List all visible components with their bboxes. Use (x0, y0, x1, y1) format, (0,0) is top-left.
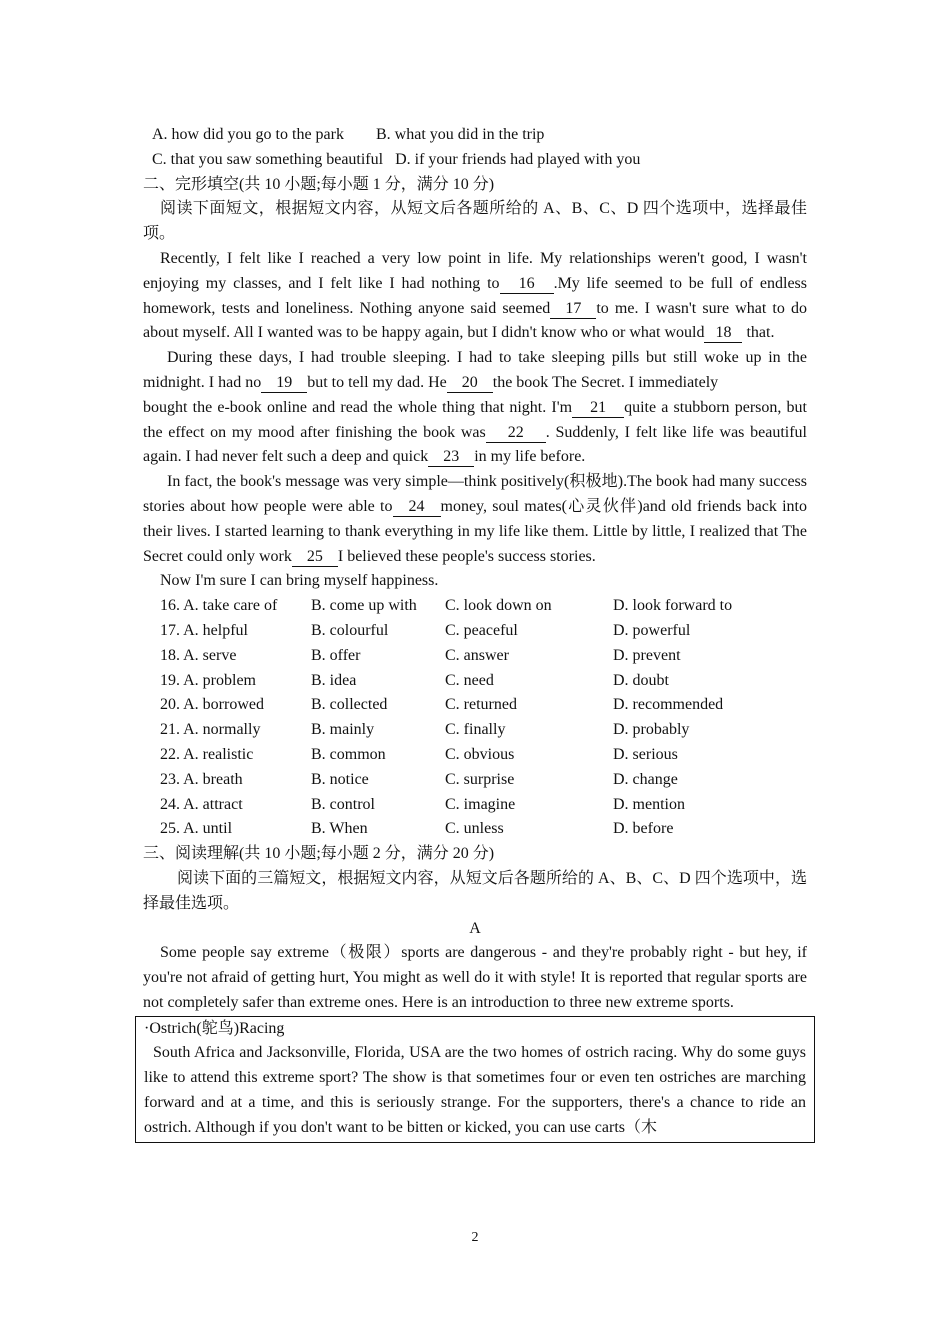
cloze-options (143, 594, 807, 842)
passage-a-intro: Some people say extreme（极限）sports are dangerous - and they're probably right - but hey, if you're not afraid of getting hurt, You might as well do it with style! It is reported that regular sports are not completely safer than extreme ones. Here is an introduction to three new extreme sports. (143, 944, 807, 1011)
blank-18: 18 (704, 324, 742, 343)
section3-title: 三、阅读理解(共 10 小题;每小题 2 分，满分 20 分) (143, 845, 495, 863)
cloze-paragraph-2a: During these days, I had trouble sleeping. I had to take sleeping pills but still woke up in the midnight. I had no 19 but to tell my dad. He 20 the book The Secret. I immediately (143, 349, 807, 391)
option-row: 19. A. problem B. idea C. need D. doubt (160, 671, 669, 689)
option-row: 25. A. until B. When C. unless D. before (160, 820, 674, 838)
option-row: 20. A. borrowed B. collected C. returned D. recommended (160, 696, 724, 714)
blank-21: 21 (572, 399, 624, 418)
cloze-paragraph-3: In fact, the book's message was very simple—think positively(积极地).The book had many success stories about how people were able to 24 money, soul mates(心灵伙伴)and old friends back into their lives. I started learning to thank everything in my life like them. Little by little, I realized that The Secret could only work 25 I believed these people's success stories. (143, 473, 808, 565)
ostrich-racing-box (135, 1016, 815, 1143)
passage-a-label: A (469, 919, 481, 937)
blank-20: 20 (447, 374, 493, 393)
blank-19: 19 (261, 374, 307, 393)
prev-options-row-2 (143, 148, 807, 173)
prev-option-a: A. how did you go to the park (152, 126, 344, 143)
blank-16: 16 (500, 275, 554, 294)
blank-22: 22 (486, 424, 546, 443)
blank-24: 24 (393, 498, 441, 517)
option-row: 23. A. breath B. notice C. surprise D. change (160, 770, 678, 788)
document-page (143, 123, 807, 1143)
prev-option-b: B. what you did in the trip (375, 126, 545, 143)
section2-instruction: 阅读下面短文，根据短文内容，从短文后各题所给的 A、B、C、D 四个选项中，选择最佳项。 (143, 200, 807, 243)
cloze-paragraph-4: Now I'm sure I can bring myself happiness. (160, 572, 439, 590)
prev-option-c: C. that you saw something beautiful (152, 150, 384, 168)
option-row: 24. A. attract B. control C. imagine D. mention (160, 795, 685, 813)
prev-option-d: D. if your friends had played with you (395, 150, 641, 168)
blank-17: 17 (550, 300, 596, 319)
box-title: ·Ostrich(鸵鸟)Racing (144, 1019, 285, 1037)
option-row: 16. A. take care of B. come up with C. look down on D. look forward to (160, 597, 733, 615)
cloze-paragraph-1: Recently, I felt like I reached a very low point in life. My relationships weren't good, I wasn't enjoying my classes, and I felt like I had nothing to 16 .My life seemed to be full of endless homework, tests and loneliness. Nothing anyone said seemed 17 to me. I wasn't sure what to do about myself. All I wanted was to be happy again, but I didn't know who or what would 18 that. (143, 249, 808, 342)
option-row: 18. A. serve B. offer C. answer D. prevent (160, 646, 681, 664)
prev-options-row-1 (143, 123, 807, 148)
box-text: South Africa and Jacksonville, Florida, USA are the two homes of ostrich racing. Why do some guys like to attend this extreme sport? The show is that sometimes four or even ten ostriches are marching forward and at a time, and this is seriously strange. For the supporters, there's a chance to ride an ostrich. Although if you don't want to be bitten or kicked, you can use carts（木 (144, 1044, 806, 1136)
page-number: 2 (471, 1230, 479, 1245)
blank-25: 25 (292, 548, 338, 567)
option-row: 22. A. realistic B. common C. obvious D. serious (160, 745, 678, 763)
blank-23: 23 (428, 448, 474, 467)
option-row: 17. A. helpful B. colourful C. peaceful D. powerful (160, 621, 691, 639)
option-row: 21. A. normally B. mainly C. finally D. probably (160, 721, 690, 739)
section3-instruction: 阅读下面的三篇短文，根据短文内容，从短文后各题所给的 A、B、C、D 四个选项中，选择最佳选项。 (143, 869, 807, 912)
section2-title: 二、完形填空(共 10 小题;每小题 1 分，满分 10 分) (143, 175, 495, 193)
cloze-paragraph-2b: bought the e-book online and read the whole thing that night. I'm 21 quite a stubborn person, but the effect on my mood after finishing the book was 22 . Suddenly, I felt like life was beautiful again. I had never felt such a deep and quick 23 in my life before. (143, 398, 808, 466)
